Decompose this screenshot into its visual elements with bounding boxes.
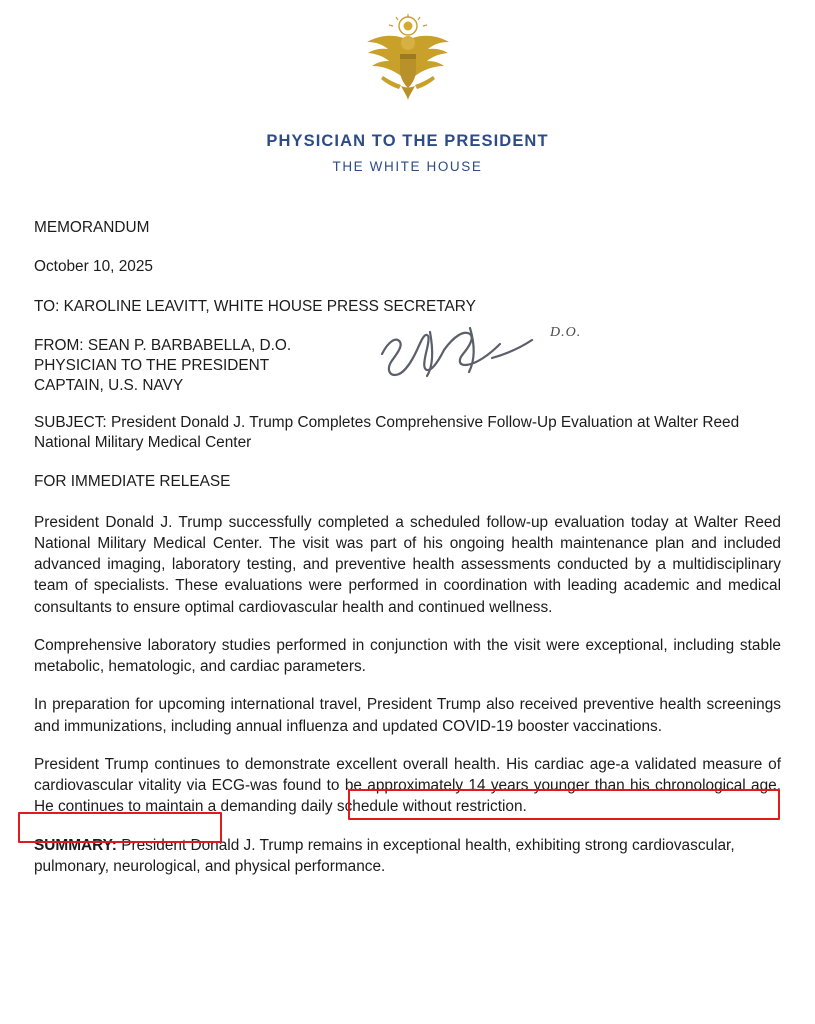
us-presidential-eagle-seal-icon xyxy=(353,14,463,110)
memo-to: TO: KAROLINE LEAVITT, WHITE HOUSE PRESS SECRETARY xyxy=(34,297,476,315)
memo-paragraph-3: In preparation for upcoming international travel, President Trump also received preventive health screenings and immunizations, including annual influenza and updated COVID-19 booster vaccinations. xyxy=(34,696,781,735)
memo-date: October 10, 2025 xyxy=(34,258,153,276)
memo-release-notice: FOR IMMEDIATE RELEASE xyxy=(34,473,231,491)
memorandum-label: MEMORANDUM xyxy=(34,219,150,236)
memo-from-line-3: CAPTAIN, U.S. NAVY xyxy=(34,377,184,395)
summary-text: President Donald J. Trump remains in exceptional health, exhibiting strong cardiovascular, pulmonary, neurological, and physical performance. xyxy=(34,836,735,875)
letterhead-title: PHYSICIAN TO THE PRESIDENT xyxy=(266,132,549,150)
memo-summary xyxy=(34,835,781,878)
memo-paragraph-1: President Donald J. Trump successfully completed a scheduled follow-up evaluation today at Walter Reed National Military Medical Center. The visit was part of his ongoing health maintenance plan and included advanced imaging, laboratory testing, and preventive health assessments conducted by a multidisciplinary team of specialists. These evaluations were performed in coordination with leading academic and medical consultants to ensure optimal cardiovascular health and continued wellness. xyxy=(34,513,781,616)
summary-label: SUMMARY: xyxy=(34,836,117,854)
letterhead-subtitle: THE WHITE HOUSE xyxy=(332,159,483,174)
letterhead xyxy=(34,0,781,174)
memo-paragraph-4: President Trump continues to demonstrate excellent overall health. His cardiac age-a validated measure of cardiovascular vitality via ECG-was found to be approximately 14 years younger than his chronological age. He continues to maintain a demanding daily schedule without restriction. xyxy=(34,755,781,816)
signature-credential-suffix: D.O. xyxy=(550,325,582,341)
memo-paragraph-2: Comprehensive laboratory studies performed in conjunction with the visit were exceptional, including stable metabolic, hematologic, and cardiac parameters. xyxy=(34,636,781,676)
memo-from-block xyxy=(34,325,781,396)
memo-from-line-1: FROM: SEAN P. BARBABELLA, D.O. xyxy=(34,337,292,355)
memo-subject: SUBJECT: President Donald J. Trump Completes Comprehensive Follow-Up Evaluation at Walter Reed National Military Medical Center xyxy=(34,413,740,452)
memo-body xyxy=(34,218,781,877)
memo-from-line-2: PHYSICIAN TO THE PRESIDENT xyxy=(34,357,270,375)
